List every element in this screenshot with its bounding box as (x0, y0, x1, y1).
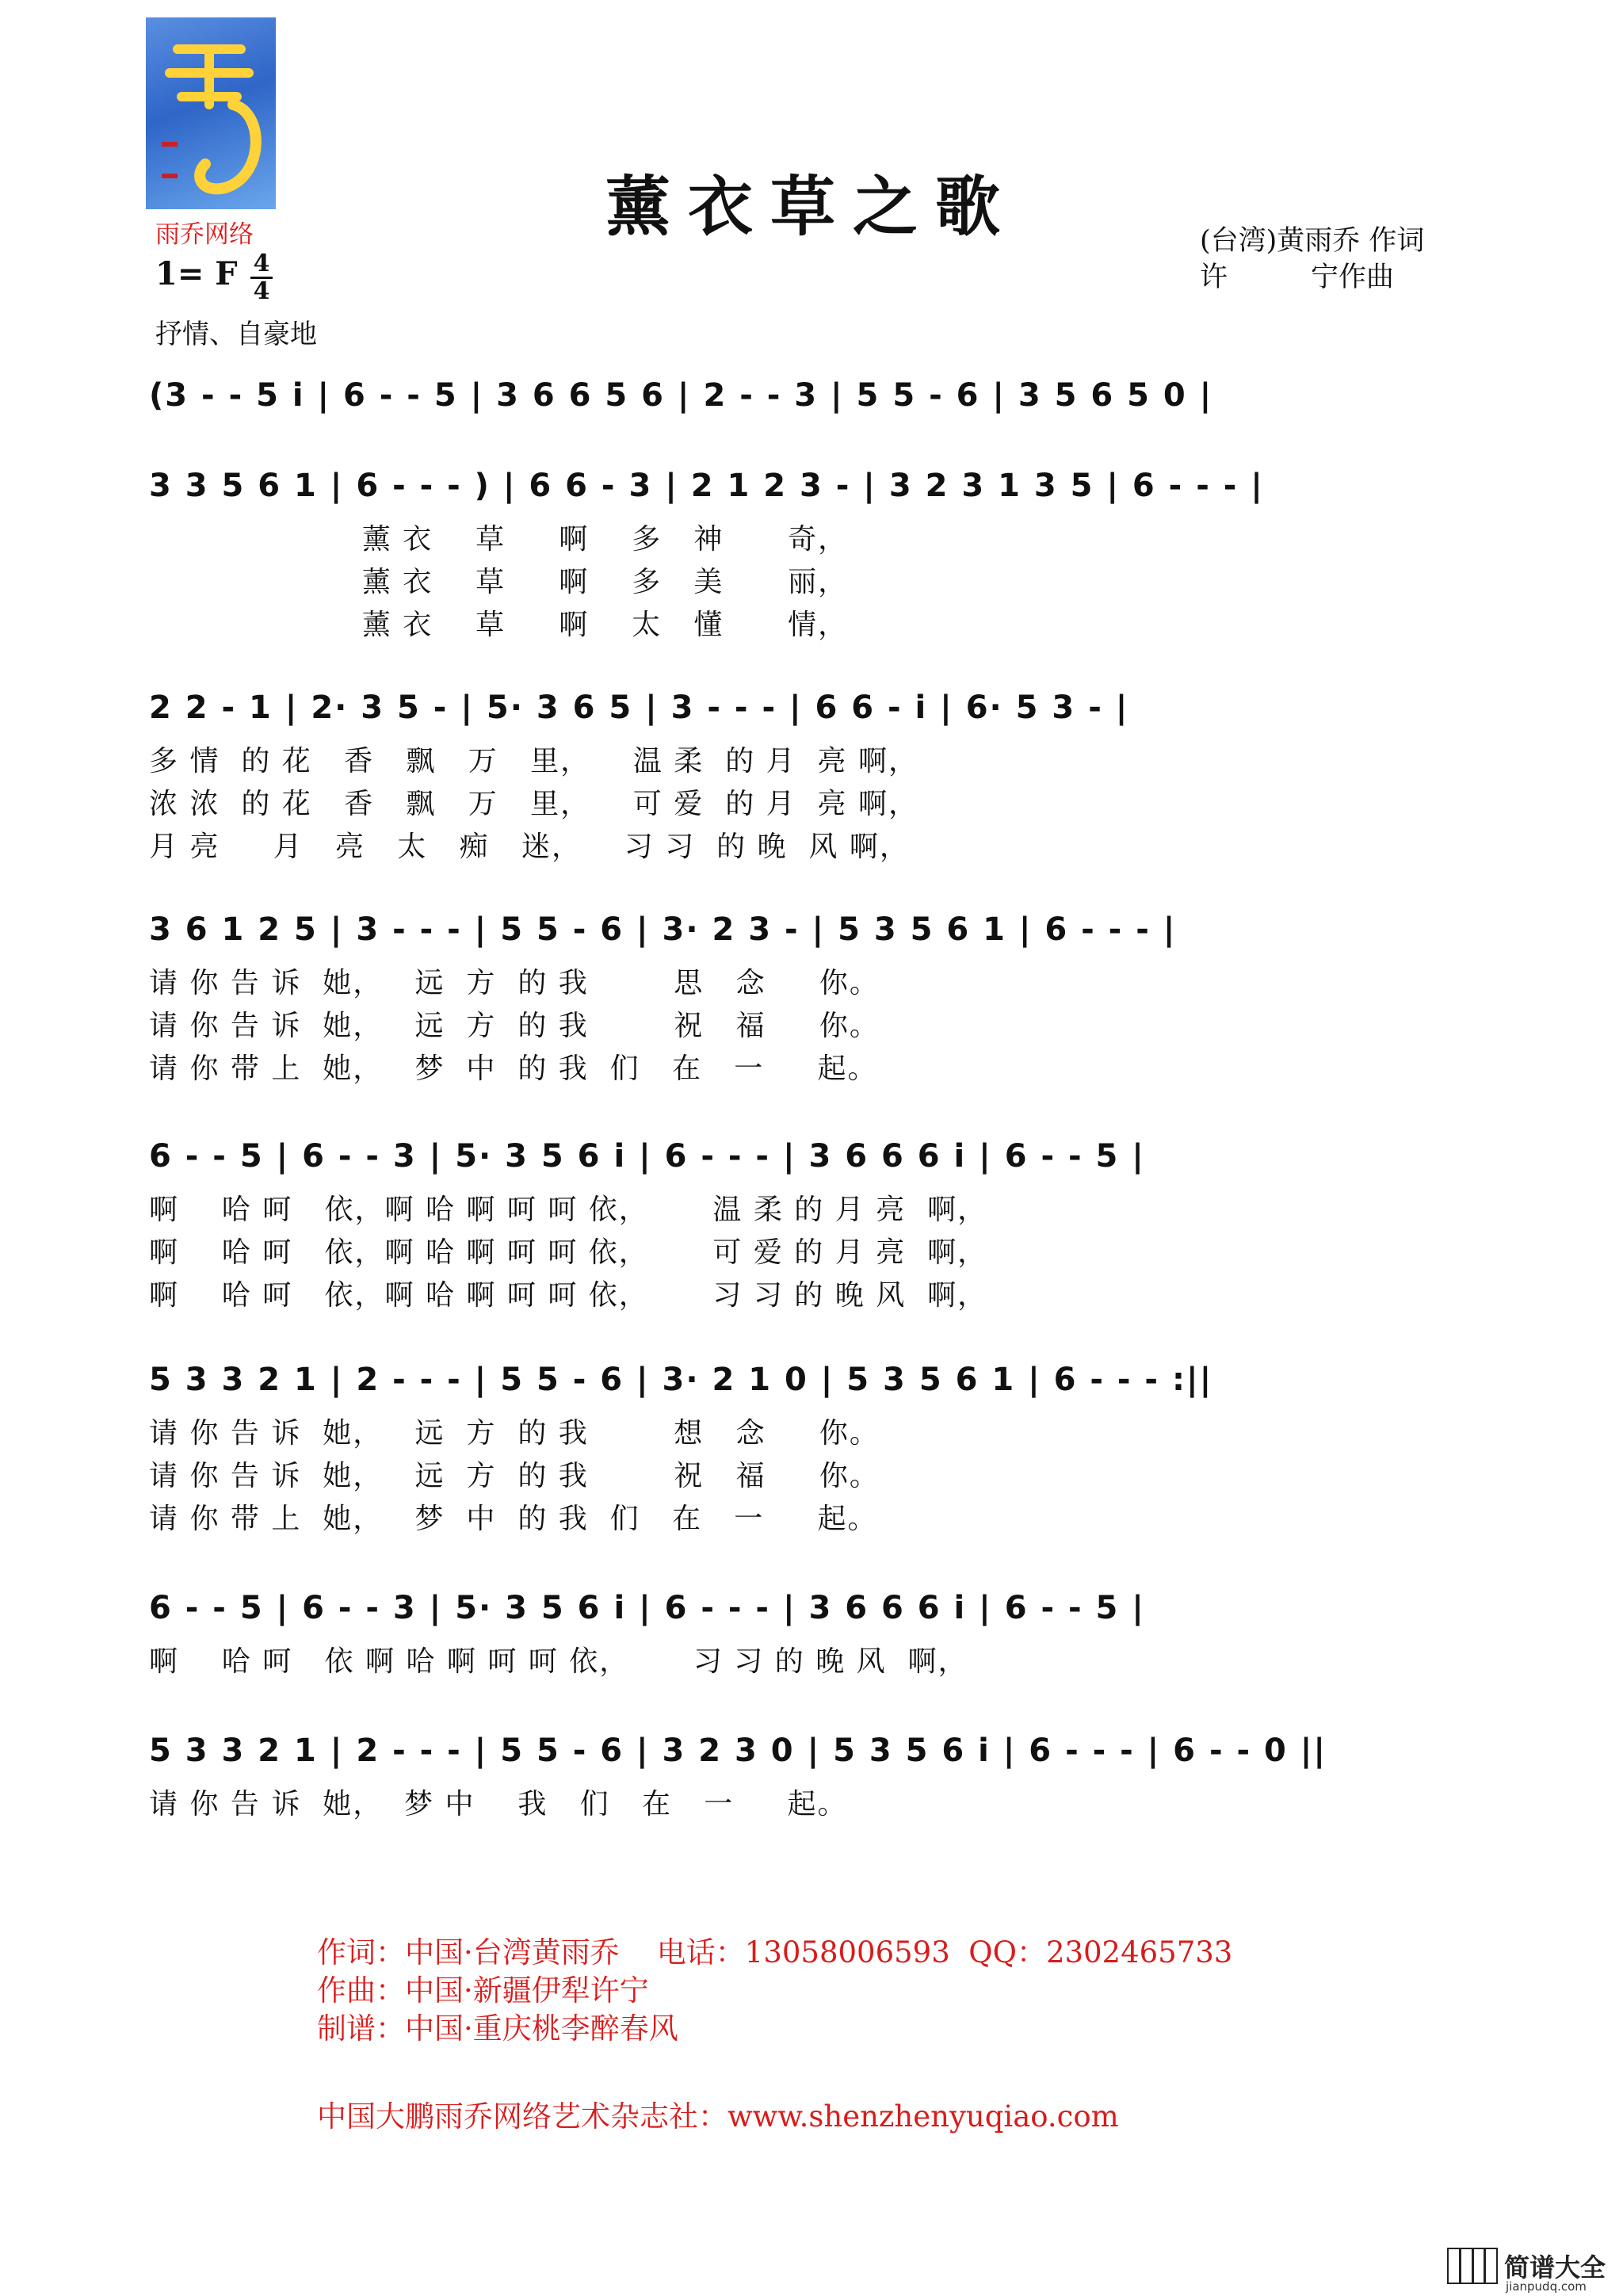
notation-line: (3 - - 5 i | 6 - - 5 | 3 6 6 5 6 | 2 - - 3 | 5 5 - 6 | 3 5 6 5 0 | (149, 377, 1213, 414)
footer-credits (317, 1934, 1232, 2048)
notation-line: 5 3 3 2 1 | 2 - - - | 5 5 - 6 | 3 2 3 0 | 5 3 5 6 i | 6 - - - | 6 - - 0 || (149, 1733, 1327, 1769)
lyric-line: 啊 哈 呵 依，啊 哈 啊 呵 呵 依， 可 爱 的 月 亮 啊， (149, 1236, 988, 1269)
lyric-line: 啊 哈 呵 依 啊 哈 啊 呵 呵 依， 习 习 的 晚 风 啊， (149, 1645, 968, 1678)
notation-line: 6 - - 5 | 6 - - 3 | 5· 3 5 6 i | 6 - - - | 3 6 6 6 i | 6 - - 5 | (149, 1138, 1145, 1175)
footer-site: 中国大鹏雨乔网络艺术杂志社：www.shenzhenyuqiao.com (317, 2099, 1119, 2134)
tempo-marking: 抒情、自豪地 (155, 319, 317, 350)
lyric-line: 请 你 告 诉 她， 远 方 的 我 祝 福 你。 (149, 1010, 880, 1042)
lyricist-credit: (台湾)黄雨乔 作词 (1200, 225, 1425, 257)
watermark-name: 简谱大全 (1504, 2252, 1606, 2283)
lyric-line: 请 你 告 诉 她， 梦 中 我 们 在 一 起。 (149, 1788, 848, 1820)
lyric-line: 薰 衣 草 啊 多 美 丽， (149, 566, 849, 598)
notation-line: 6 - - 5 | 6 - - 3 | 5· 3 5 6 i | 6 - - - | 3 6 6 6 i | 6 - - 5 | (149, 1590, 1145, 1626)
time-signature (250, 252, 273, 304)
lyric-line: 请 你 带 上 她， 梦 中 的 我 们 在 一 起。 (149, 1052, 878, 1085)
watermark-url: jianpudq.com (1506, 2279, 1587, 2294)
page-title: 薰衣草之歌 (605, 169, 1018, 245)
footer-line-lyricist: 作词：中国·台湾黄雨乔 电话：13058006593 QQ：2302465733 (317, 1935, 1233, 1969)
lyric-line: 薰 衣 草 啊 太 懂 情， (149, 609, 849, 641)
key-signature: 1= F (155, 255, 238, 292)
lyric-line: 请 你 告 诉 她， 远 方 的 我 祝 福 你。 (149, 1460, 880, 1492)
notation-line: 3 3 5 6 1 | 6 - - - ) | 6 6 - 3 | 2 1 2 3 - | 3 2 3 1 3 5 | 6 - - - | (149, 468, 1264, 504)
lyric-line: 请 你 告 诉 她， 远 方 的 我 想 念 你。 (149, 1417, 880, 1450)
lyric-line: 多 情 的 花 香 飘 万 里， 温 柔 的 月 亮 啊， (149, 745, 918, 777)
time-sig-top: 4 (253, 250, 270, 277)
footer-line-engraver: 制谱：中国·重庆桃李醉春风 (317, 2011, 678, 2046)
time-sig-bottom: 4 (253, 277, 270, 305)
logo-label: 雨乔网络 (155, 220, 254, 249)
lyric-line: 请 你 告 诉 她， 远 方 的 我 思 念 你。 (149, 967, 880, 999)
lyric-line: 啊 哈 呵 依，啊 哈 啊 呵 呵 依， 习 习 的 晚 风 啊， (149, 1279, 988, 1312)
footer-line-composer: 作曲：中国·新疆伊犁许宁 (317, 1973, 649, 2008)
lyric-line: 月 亮 月 亮 太 痴 迷， 习 习 的 晚 风 啊， (149, 831, 910, 863)
composer-credit: 许 宁作曲 (1200, 262, 1395, 293)
notation-line: 5 3 3 2 1 | 2 - - - | 5 5 - 6 | 3· 2 1 0 | 5 3 5 6 1 | 6 - - - :|| (149, 1362, 1213, 1398)
lyric-line: 请 你 带 上 她， 梦 中 的 我 们 在 一 起。 (149, 1503, 878, 1535)
lyric-line: 浓 浓 的 花 香 飘 万 里， 可 爱 的 月 亮 啊， (149, 788, 918, 820)
piano-keys-icon (1447, 2248, 1498, 2284)
lyric-line: 薰 衣 草 啊 多 神 奇， (149, 523, 849, 556)
lyric-line: 啊 哈 呵 依，啊 哈 啊 呵 呵 依， 温 柔 的 月 亮 啊， (149, 1194, 988, 1226)
notation-line: 2 2 - 1 | 2· 3 5 - | 5· 3 6 5 | 3 - - - | 6 6 - i | 6· 5 3 - | (149, 690, 1129, 726)
notation-line: 3 6 1 2 5 | 3 - - - | 5 5 - 6 | 3· 2 3 - | 5 3 5 6 1 | 6 - - - | (149, 911, 1177, 948)
